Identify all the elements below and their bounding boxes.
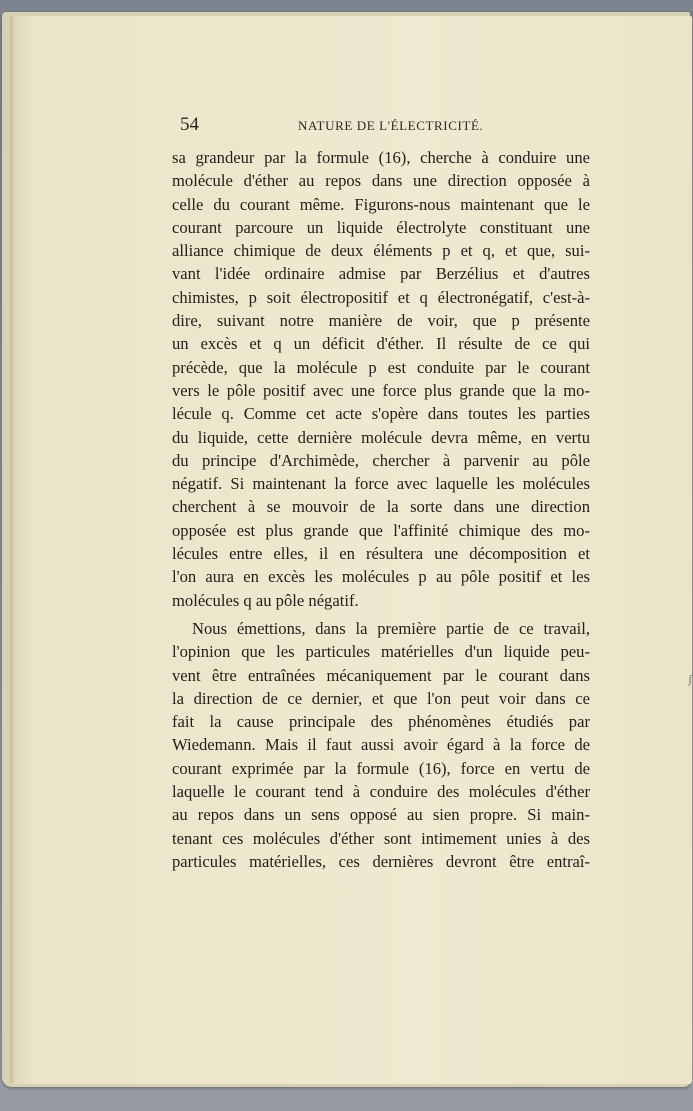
page-gutter-edge [10, 16, 16, 1084]
text-line: l'opinion que les particules matérielles d'un liquide peu- [172, 642, 590, 662]
text-line: du principe d'Archimède, chercher à parvenir au pôle [172, 450, 590, 470]
text-line: Wiedemann. Mais il faut aussi avoir égard à la force de [172, 735, 590, 755]
page-number: 54 [180, 114, 199, 135]
text-line: molécule d'éther au repos dans une direction opposée à [172, 171, 590, 191]
text-line: fait la cause principale des phénomènes étudiés par [172, 712, 590, 732]
paragraph-2 [172, 617, 590, 873]
text-line: la direction de ce dernier, et que l'on peut voir dans ce [172, 688, 590, 708]
text-line: chimistes, p soit électropositif et q électronégatif, c'est-à- [172, 287, 590, 307]
text-line: alliance chimique de deux éléments p et q, et que, sui- [172, 241, 590, 261]
text-line: l'on aura en excès les molécules p au pôle positif et les [172, 567, 590, 587]
text-line: un excès et q un déficit d'éther. Il résulte de ce qui [172, 334, 590, 354]
text-line: molécules q au pôle négatif. [172, 590, 359, 610]
text-line: dire, suivant notre manière de voir, que p présente [172, 311, 590, 331]
text-line: particules matérielles, ces dernières devront être entraî- [172, 851, 590, 871]
text-line: négatif. Si maintenant la force avec laquelle les molécules [172, 474, 590, 494]
text-line: Nous émettions, dans la première partie de ce travail, [192, 618, 590, 638]
text-line: du liquide, cette dernière molécule devra même, en vertu [172, 427, 590, 447]
text-line: celle du courant même. Figurons-nous maintenant que le [172, 194, 590, 214]
text-line: courant parcoure un liquide électrolyte constituant une [172, 217, 590, 237]
page-header [180, 114, 590, 136]
text-line: vent être entraînées mécaniquement par le courant dans [172, 665, 590, 685]
text-line: tenant ces molécules d'éther sont intimement unies à des [172, 828, 590, 848]
text-line: opposée est plus grande que l'affinité chimique des mo- [172, 520, 590, 540]
text-line: cherchent à se mouvoir de la sorte dans une direction [172, 497, 590, 517]
body-text [172, 146, 590, 873]
paragraph-1 [172, 146, 590, 612]
text-line: courant exprimée par la formule (16), force en vertu de [172, 758, 590, 778]
text-line: sa grandeur par la formule (16), cherche à conduire une [172, 148, 590, 167]
text-line: au repos dans un sens opposé au sien propre. Si main- [172, 805, 590, 825]
text-line: lécule q. Comme cet acte s'opère dans toutes les parties [172, 404, 590, 424]
text-line: vant l'idée ordinaire admise par Berzélius et d'autres [172, 264, 590, 284]
text-line: vers le pôle positif avec une force plus grande que la mo- [172, 380, 590, 400]
running-head: NATURE DE L'ÉLECTRICITÉ. [298, 118, 484, 133]
text-line: laquelle le courant tend à conduire des molécules d'éther [172, 782, 590, 802]
text-line: précède, que la molécule p est conduite par le courant [172, 357, 590, 377]
text-line: lécules entre elles, il en résultera une décomposition et [172, 544, 590, 564]
margin-mark: ʃ [688, 672, 692, 686]
